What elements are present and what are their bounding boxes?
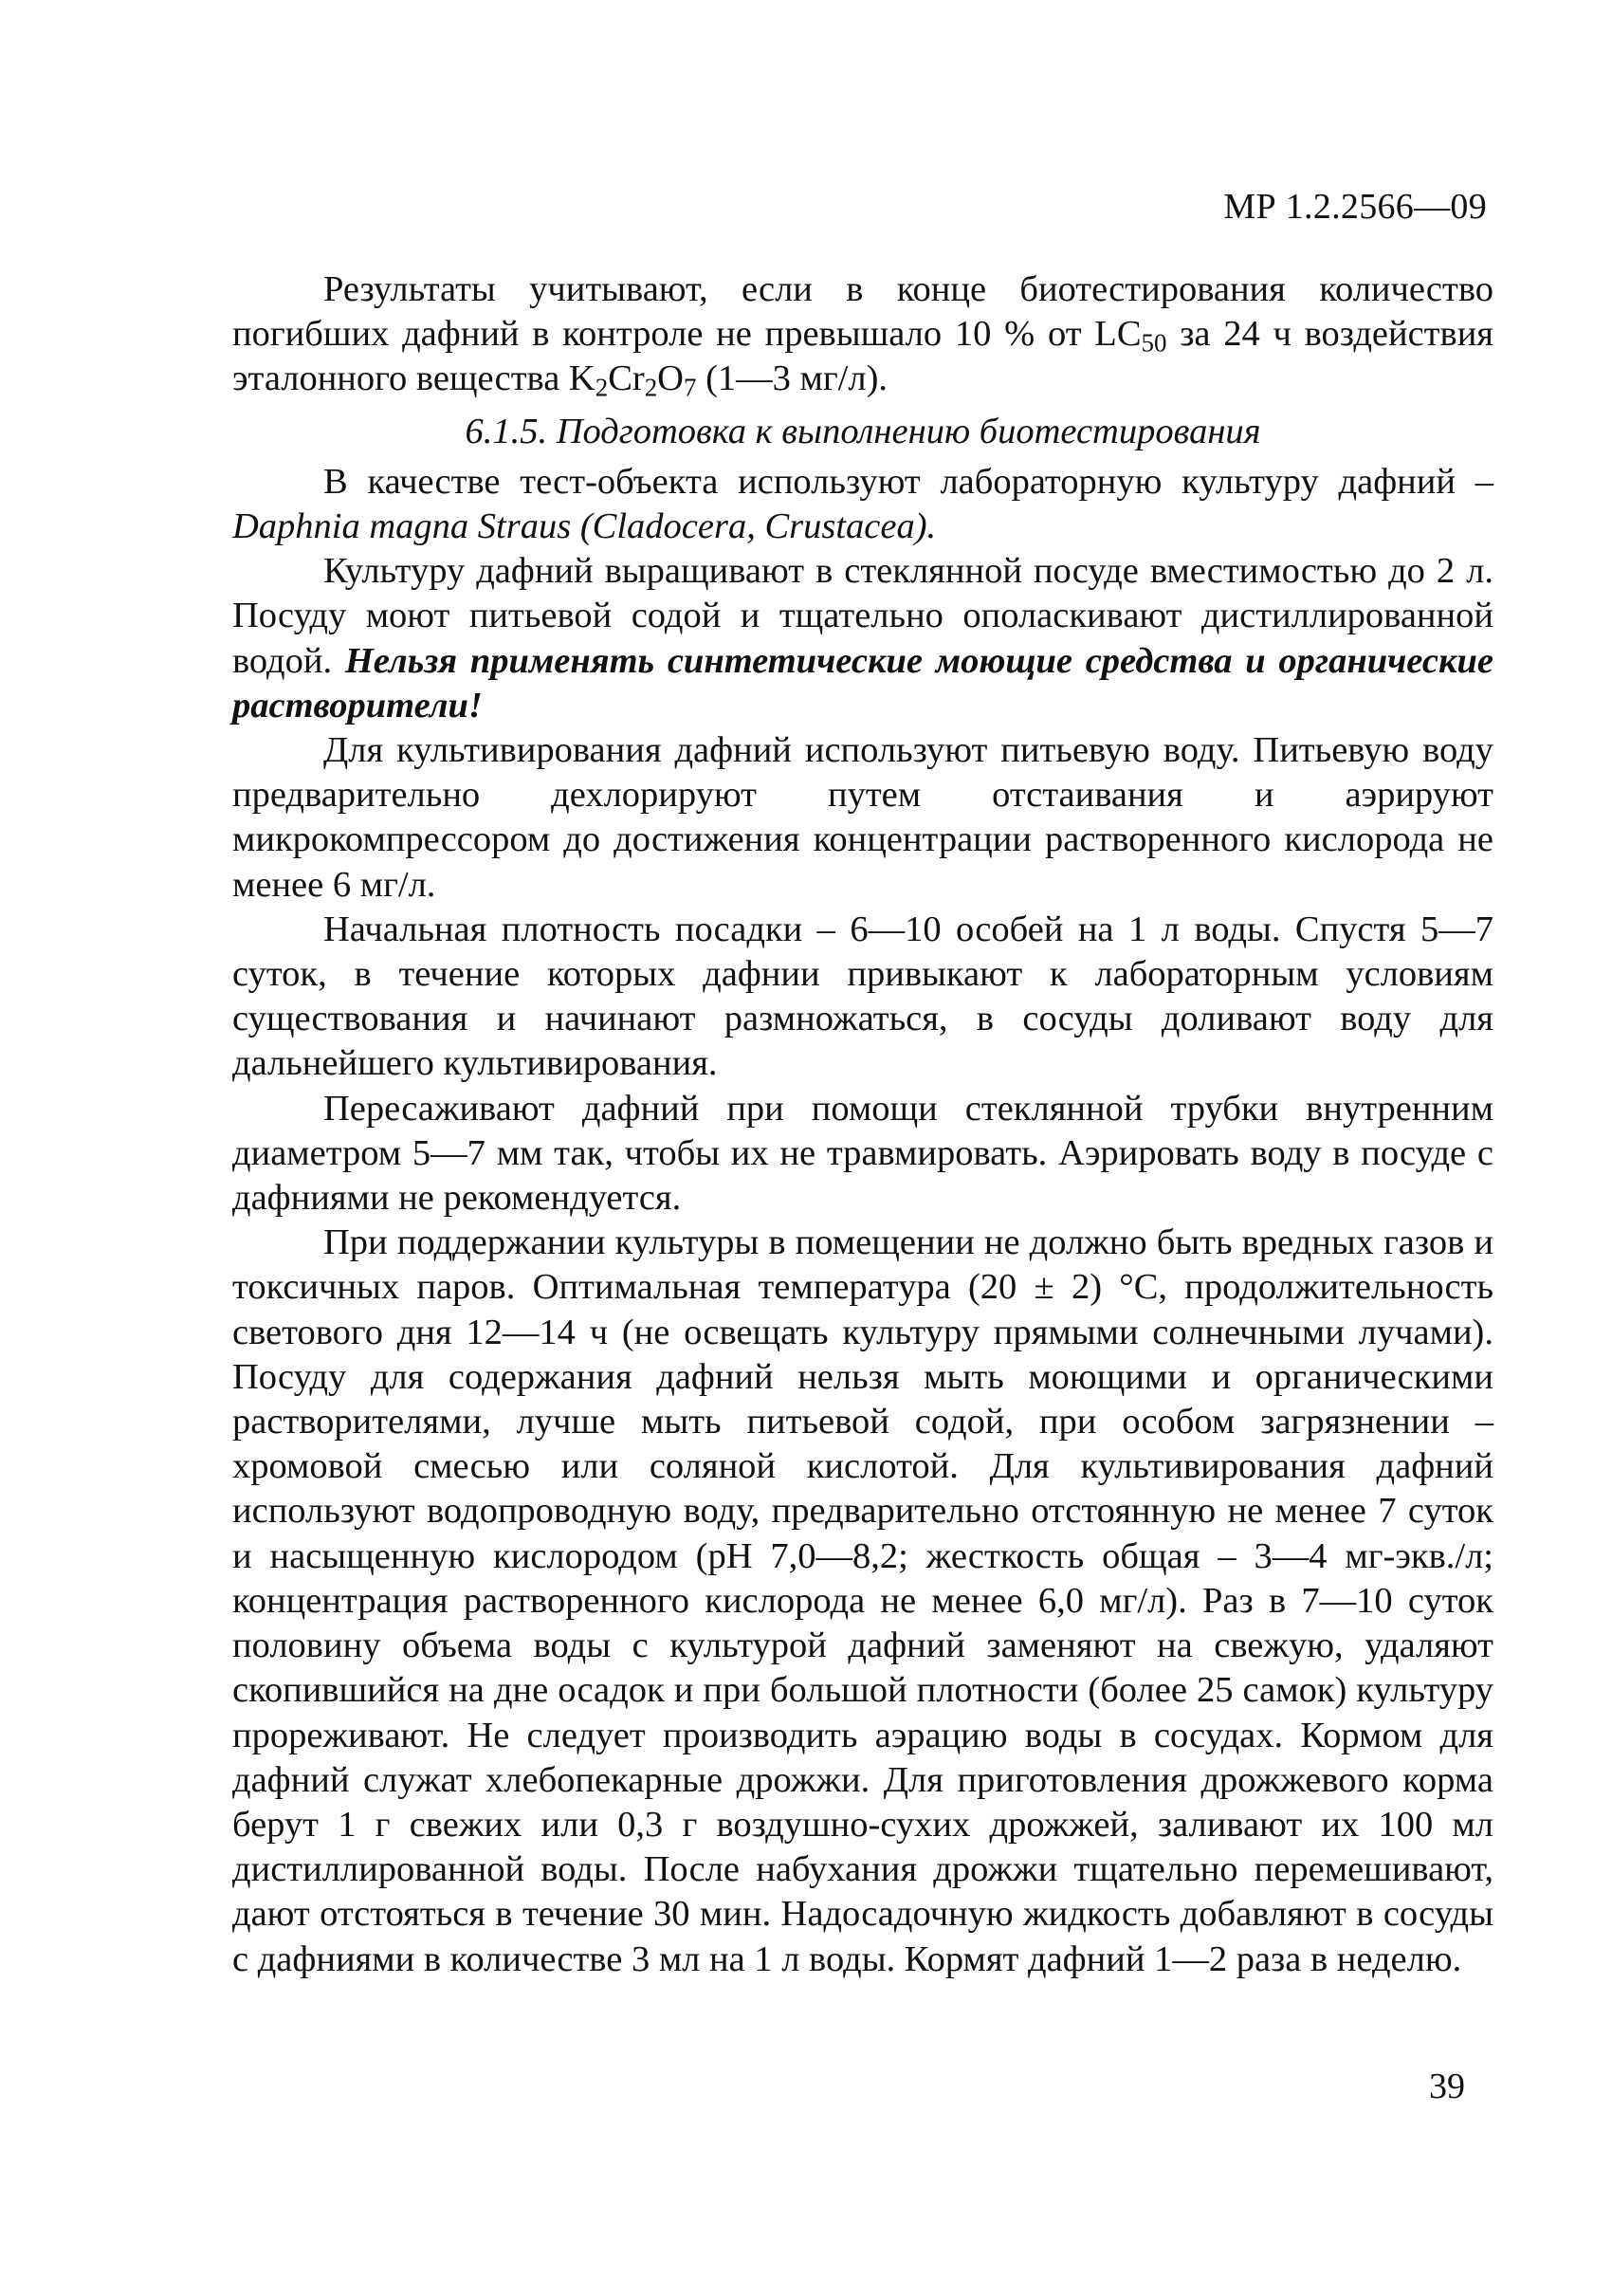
paragraph-results <box>232 267 1493 402</box>
species-name: Daphnia magna Straus (Cladocera, Crustacea). <box>232 506 937 547</box>
p2-text: В качестве тест-объекта используют лабораторную культуру дафний – <box>323 461 1493 502</box>
document-id: МР 1.2.2566—09 <box>1223 187 1487 227</box>
p1-text-pre: Результаты учитывают, если в конце биотестирования количество погибших дафний в контроле не превышало 10 % от LC <box>232 269 1493 355</box>
o-subscript: 7 <box>683 374 697 403</box>
paragraph-culture-vessels <box>232 549 1493 728</box>
section-heading: 6.1.5. Подготовка к выполнению биотестирования <box>465 411 1261 451</box>
o-symbol: O <box>657 358 684 399</box>
paragraph-transfer: Пересаживают дафний при помощи стеклянной трубки внутренним диаметром 5—7 мм так, чтобы их не травмировать. Аэрировать воду в посуде с дафниями не рекомендуется. <box>232 1088 1493 1219</box>
p1-text-post: (1—3 мг/л). <box>696 358 888 399</box>
body-text <box>232 267 1493 1982</box>
paragraph-test-object <box>232 460 1493 549</box>
paragraph-stocking-density: Начальная плотность посадки – 6—10 особей на 1 л воды. Спустя 5—7 суток, в течение которых дафнии привыкают к лабораторным условиям существования и начинают размножаться, в сосуды доливают воду для дальнейшего культивирования. <box>232 909 1493 1084</box>
cr-symbol: Cr <box>608 358 645 399</box>
warning-text: Нельзя применять синтетические моющие средства и органические растворители! <box>232 640 1493 726</box>
k-subscript: 2 <box>595 374 609 403</box>
p3-text: Культуру дафний выращивают в стеклянной посуде вместимостью до 2 л. Посуду моют питьевой содой и тщательно ополаскивают дистиллированной водой. <box>232 551 1493 681</box>
paragraph-maintenance: При поддержании культуры в помещении не должно быть вредных газов и токсичных паров. Оптимальная температура (20 ± 2) °С, продолжительность светового дня 12—14 ч (не освещать культуру прямыми солнечными лучами). Посуду для содержания дафний нельзя мыть моющими и органическими растворителями, лучше мыть питьевой содой, при особом загрязнении – хромовой смесью или соляной кислотой. Для культивирования дафний используют водопроводную воду, предварительно отстоянную не менее 7 суток и насыщенную кислородом (pH 7,0—8,2; жесткость общая – 3—4 мг-экв./л; концентрация растворенного кислорода не менее 6,0 мг/л). Раз в 7—10 суток половину объема воды с культурой дафний заменяют на свежую, удаляют скопившийся на дне осадок и при большой плотности (более 25 самок) культуру прореживают. Не следует производить аэрацию воды в сосудах. Кормом для дафний служат хлебопекарные дрожжи. Для приготовления дрожжевого корма берут 1 г свежих или 0,3 г воздушно-сухих дрожжей, заливают их 100 мл дистиллированной воды. После набухания дрожжи тщательно перемешивают, дают отстояться в течение 30 мин. Надосадочную жидкость добавляют в сосуды с дафниями в количестве 3 мл на 1 л воды. Кормят дафний 1—2 раза в неделю. <box>232 1222 1493 1979</box>
cr-subscript: 2 <box>644 374 658 403</box>
p1-text-mid: за 24 ч воздействия эталонного вещества K <box>232 314 1494 399</box>
paragraph-water-prep: Для культивирования дафний используют питьевую воду. Питьевую воду предварительно дехлорируют путем отстаивания и аэрируют микрокомпрессором до достижения концентрации растворенного кислорода не менее 6 мг/л. <box>232 730 1493 905</box>
page-number: 39 <box>1429 2066 1465 2106</box>
lc-subscript: 50 <box>1141 328 1167 358</box>
